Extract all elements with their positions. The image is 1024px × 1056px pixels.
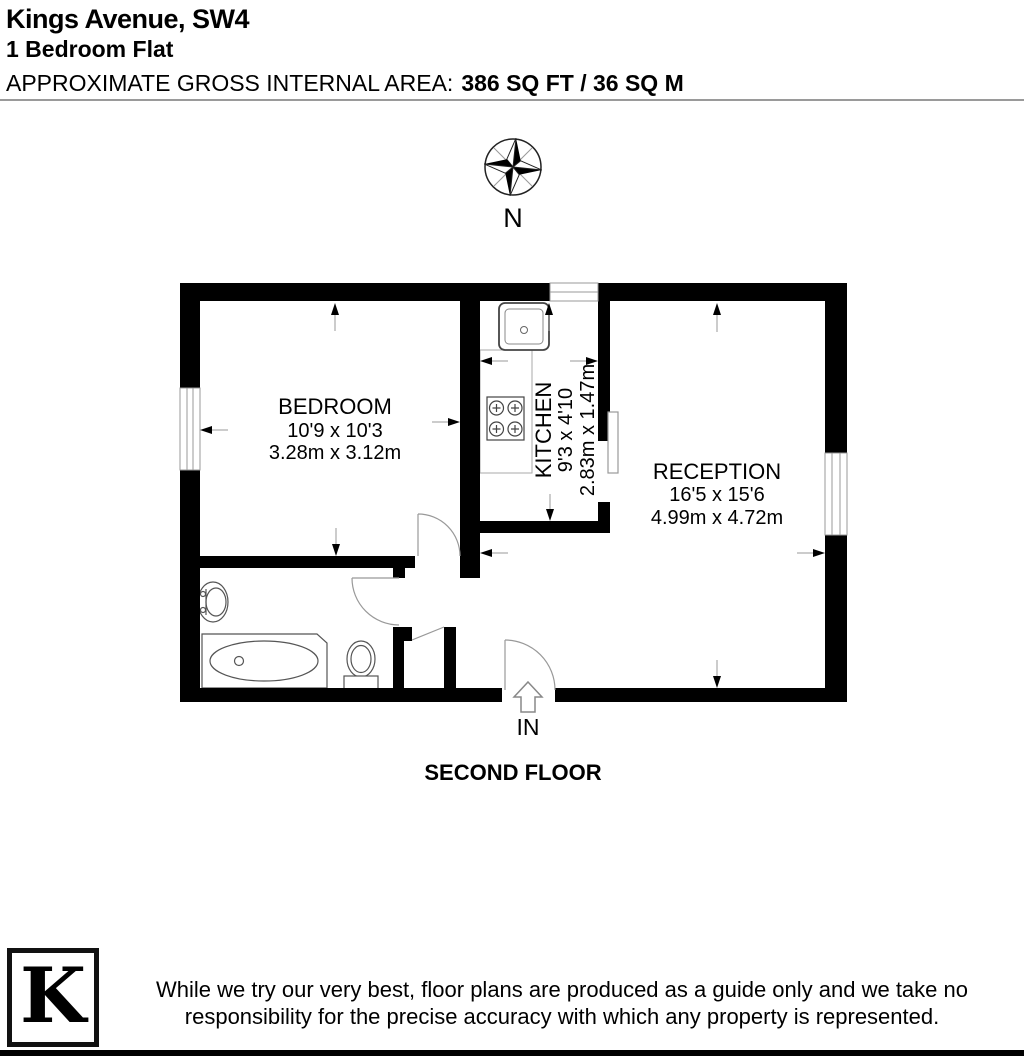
page-title: Kings Avenue, SW4	[6, 4, 250, 34]
bedroom-label-group	[269, 394, 401, 464]
area-value: 386 SQ FT / 36 SQ M	[461, 70, 684, 96]
compass-north-label: N	[503, 203, 523, 233]
page-subtitle: 1 Bedroom Flat	[6, 36, 174, 62]
closet-door	[412, 627, 444, 640]
reception-dims-m: 4.99m x 4.72m	[650, 507, 784, 529]
bedroom-name: BEDROOM	[278, 394, 392, 419]
bedroom-dims-m: 3.28m x 3.12m	[268, 442, 402, 464]
agency-logo	[7, 948, 99, 1047]
bathroom-door	[352, 578, 399, 625]
kitchen-dims-m: 2.83m x 1.47m	[577, 363, 599, 497]
disclaimer-line-1: While we try our very best, floor plans are produced as a guide only and we take no	[155, 977, 968, 1002]
disclaimer-line-2: responsibility for the precise accuracy with which any property is represented.	[184, 1004, 940, 1029]
entrance-door	[505, 640, 555, 690]
kitchen-label-group	[531, 364, 599, 496]
toilet-icon	[344, 641, 378, 689]
wash-basin-icon	[198, 582, 228, 622]
kitchen-door-leaf	[608, 412, 618, 473]
window-right	[825, 453, 847, 535]
entrance-in-arrow-icon	[514, 682, 542, 712]
bedroom-door	[418, 514, 460, 556]
bottom-bar	[0, 1050, 1024, 1056]
window-top	[550, 283, 598, 301]
reception-dims-ft: 16'5 x 15'6	[669, 484, 765, 506]
kitchen-name: KITCHEN	[531, 381, 556, 479]
reception-label-group	[651, 459, 783, 529]
area-label: APPROXIMATE GROSS INTERNAL AREA:	[6, 70, 454, 96]
floor-label: SECOND FLOOR	[424, 760, 602, 785]
kitchen-sink-icon	[499, 303, 549, 350]
kitchen-dims-ft: 9'3 x 4'10	[555, 387, 577, 473]
disclaimer-text	[108, 976, 1016, 1030]
compass-rose-icon	[481, 135, 545, 233]
bedroom-dims-ft: 10'9 x 10'3	[287, 420, 383, 442]
reception-name: RECEPTION	[652, 459, 782, 484]
stove-icon	[487, 397, 524, 440]
entrance-label: IN	[516, 714, 540, 740]
agency-logo-letter: K	[19, 950, 87, 1040]
bathtub-icon	[202, 634, 327, 688]
window-left	[180, 388, 200, 470]
